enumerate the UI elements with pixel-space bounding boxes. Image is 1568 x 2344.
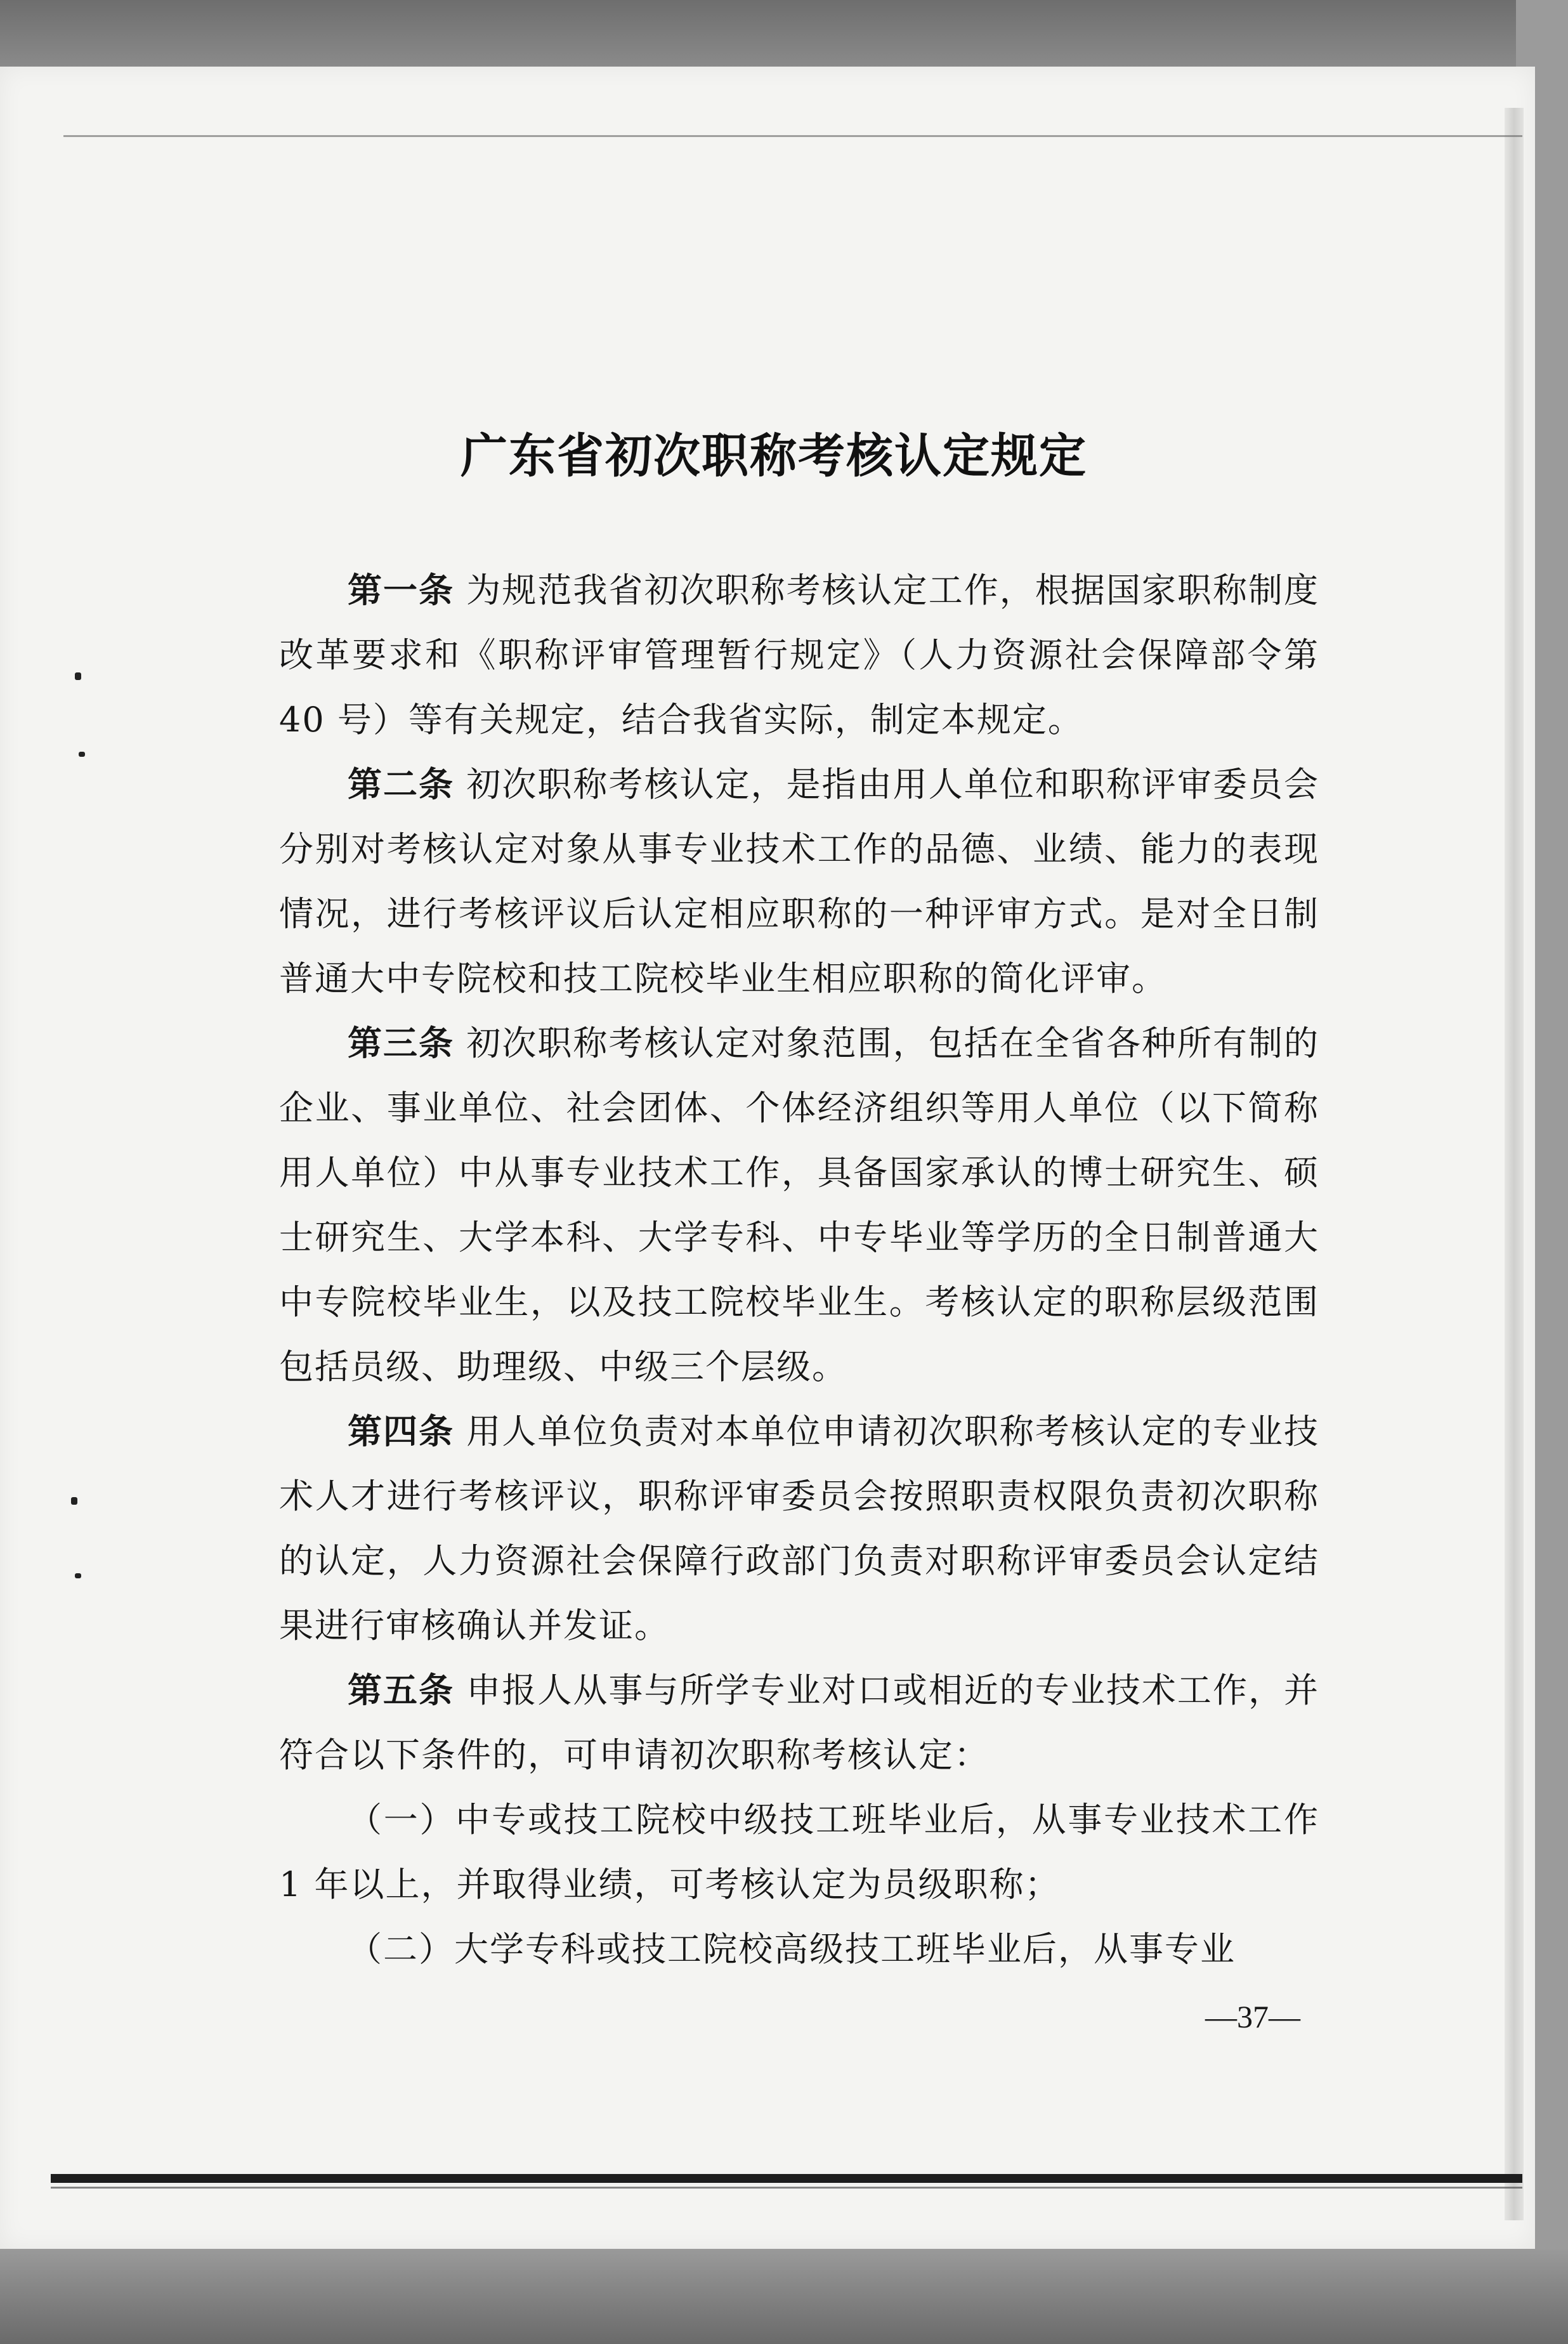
list-item-1: （一）中专或技工院校中级技工班毕业后，从事专业技术工作 1 年以上，并取得业绩，可考核认定为员级职称； xyxy=(279,1800,1319,1904)
document-body xyxy=(279,558,1319,1982)
binding-hole-mark xyxy=(75,1573,81,1578)
article-5 xyxy=(279,1658,1319,1788)
article-3 xyxy=(279,1011,1319,1399)
article-heading: 第四条 xyxy=(348,1411,455,1451)
paper-stack-edge xyxy=(1505,108,1524,2220)
binding-hole-mark xyxy=(79,752,85,757)
article-heading: 第三条 xyxy=(348,1023,455,1063)
article-text: 初次职称考核认定对象范围，包括在全省各种所有制的企业、事业单位、社会团体、个体经济组织等用人单位（以下简称用人单位）中从事专业技术工作，具备国家承认的博士研究生、硕士研究生、大学本科、大学专科、中专毕业等学历的全日制普通大中专院校毕业生，以及技工院校毕业生。考核认定的职称层级范围包括员级、助理级、中级三个层级。 xyxy=(279,1023,1320,1387)
article-1 xyxy=(279,558,1319,752)
article-heading: 第五条 xyxy=(348,1670,455,1710)
article-text: 申报人从事与所学专业对口或相近的专业技术工作，并符合以下条件的，可申请初次职称考核认定： xyxy=(279,1670,1320,1775)
page-number: —37— xyxy=(1205,1999,1300,2034)
article-2 xyxy=(279,752,1319,1011)
scanner-border-bottom xyxy=(0,2249,1568,2344)
scanner-border-top xyxy=(0,0,1568,67)
bottom-rule xyxy=(51,2174,1522,2183)
binding-hole-mark xyxy=(75,672,81,680)
article-heading: 第二条 xyxy=(348,764,455,804)
article-text: 为规范我省初次职称考核认定工作，根据国家职称制度改革要求和《职称评审管理暂行规定》（人力资源社会保障部令第 40 号）等有关规定，结合我省实际，制定本规定。 xyxy=(279,570,1320,740)
article-4 xyxy=(279,1399,1319,1658)
article-text: 初次职称考核认定，是指由用人单位和职称评审委员会分别对考核认定对象从事专业技术工作的品德、业绩、能力的表现情况，进行考核评议后认定相应职称的一种评审方式。是对全日制普通大中专院校和技工院校毕业生相应职称的简化评审。 xyxy=(279,764,1320,998)
article-heading: 第一条 xyxy=(348,570,455,610)
list-item-2: （二）大学专科或技工院校高级技工班毕业后，从事专业 xyxy=(348,1929,1236,1969)
article-text: 用人单位负责对本单位申请初次职称考核认定的专业技术人才进行考核评议，职称评审委员会按照职责权限负责初次职称的认定，人力资源社会保障行政部门负责对职称评审委员会认定结果进行审核确认并发证。 xyxy=(279,1411,1320,1646)
bottom-rule-thin xyxy=(51,2187,1522,2189)
top-rule xyxy=(63,135,1522,137)
document-title: 广东省初次职称考核认定规定 xyxy=(461,429,1087,483)
binding-hole-mark xyxy=(71,1497,77,1505)
